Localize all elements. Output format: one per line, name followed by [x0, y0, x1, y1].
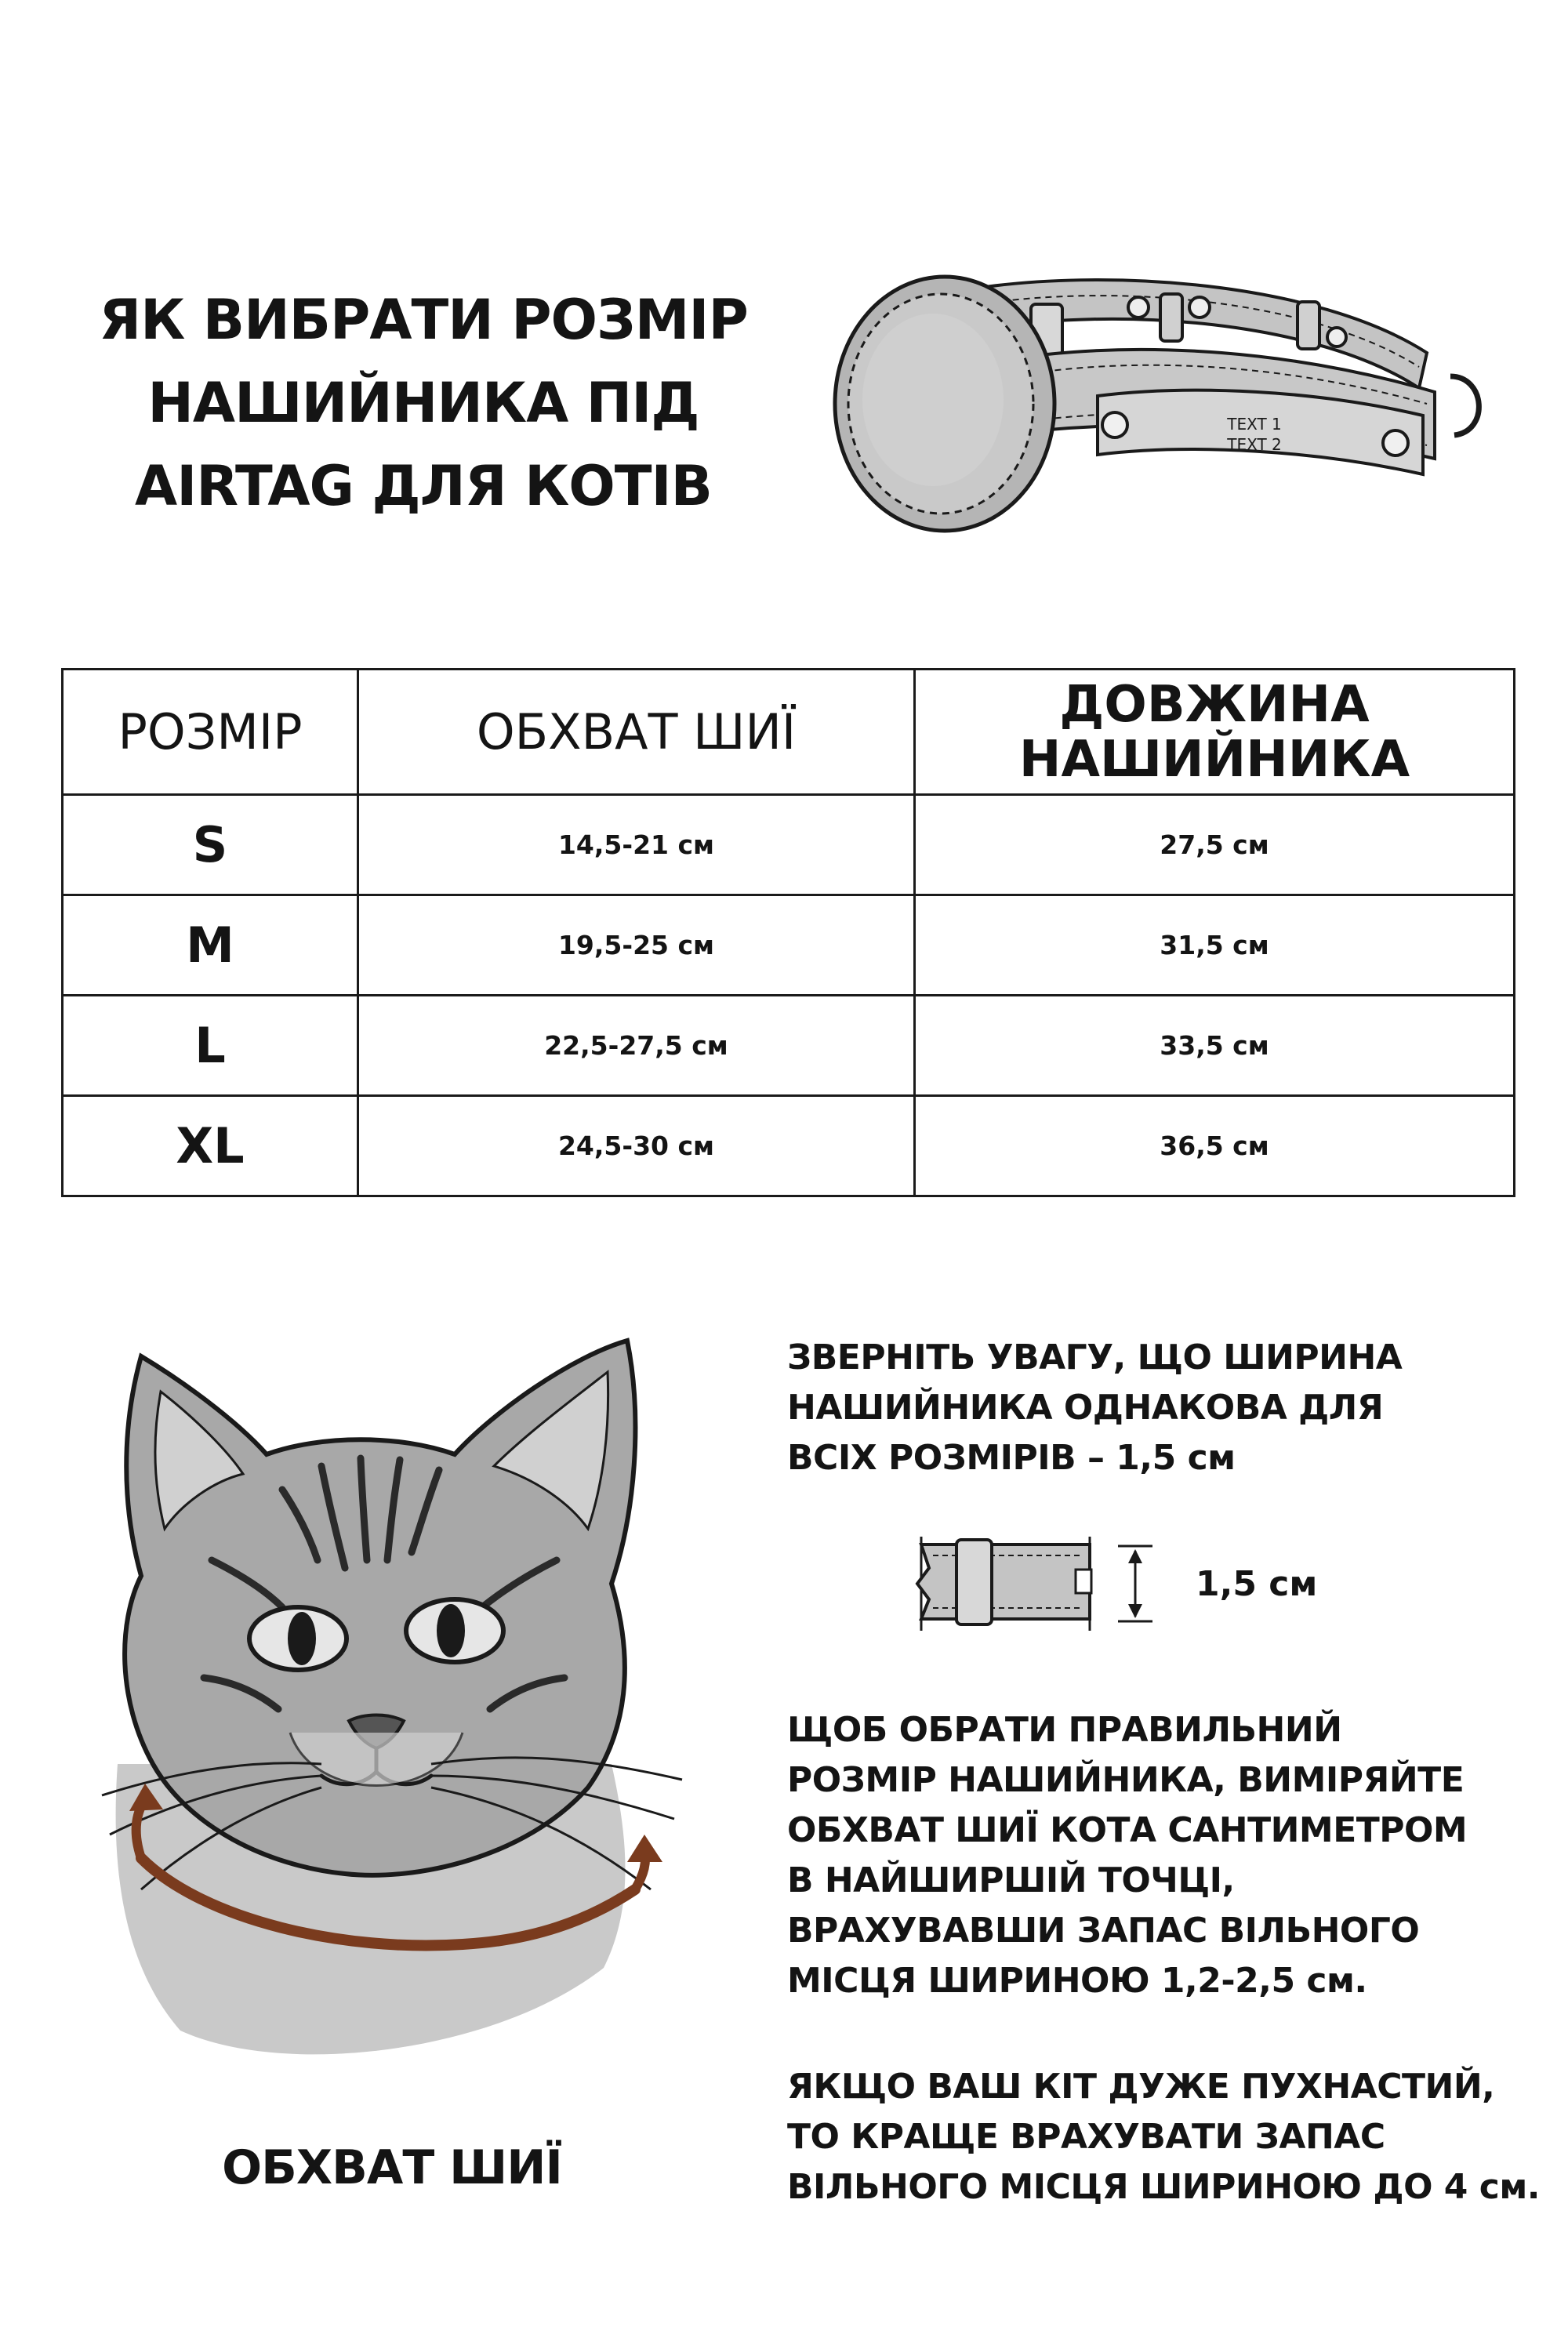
neck-cell: 24,5-30 см: [358, 1096, 915, 1196]
width-note-line: НАШИЙНИКА ОДНАКОВА ДЛЯ: [787, 1388, 1384, 1428]
size-cell: L: [63, 996, 358, 1096]
cat-head-illustration-icon: [86, 1325, 706, 2109]
collar-width-icon: [909, 1529, 1176, 1639]
title-line: НАШИЙНИКА ПІД: [147, 371, 699, 435]
neck-cell: 19,5-25 см: [358, 895, 915, 996]
table-row: [63, 795, 1515, 895]
table-row: [63, 996, 1515, 1096]
neck-cell: 14,5-21 см: [358, 795, 915, 895]
double-arrow-icon: [1118, 1546, 1152, 1621]
collar-tag-text-2: TEXT 2: [1227, 435, 1282, 454]
fluffy-note-line: ЯКЩО ВАШ КІТ ДУЖЕ ПУХНАСТИЙ,: [787, 2067, 1495, 2107]
instructions-text: [787, 1705, 1467, 2006]
header-neck: ОБХВАТ ШИЇ: [358, 670, 915, 795]
width-note-line: ЗВЕРНІТЬ УВАГУ, ЩО ШИРИНА: [787, 1338, 1403, 1377]
instructions-line: ВРАХУВАВШИ ЗАПАС ВІЛЬНОГО: [787, 1911, 1420, 1951]
width-note-line: ВСІХ РОЗМІРІВ – 1,5 см: [787, 1438, 1236, 1478]
length-cell: 33,5 см: [915, 996, 1515, 1096]
size-cell: S: [63, 795, 358, 895]
fluffy-cat-note: [787, 2062, 1540, 2212]
length-cell: 27,5 см: [915, 795, 1515, 895]
title-line: ЯК ВИБРАТИ РОЗМІР: [99, 288, 748, 352]
airtag-collar-illustration-icon: [831, 259, 1490, 557]
size-cell: XL: [63, 1096, 358, 1196]
instructions-line: ЩОБ ОБРАТИ ПРАВИЛЬНИЙ: [787, 1710, 1342, 1750]
page-title: [94, 278, 753, 528]
size-cell: M: [63, 895, 358, 996]
instructions-line: РОЗМІР НАШИЙНИКА, ВИМІРЯЙТЕ: [787, 1760, 1465, 1800]
length-cell: 31,5 см: [915, 895, 1515, 996]
header-size: РОЗМІР: [63, 670, 358, 795]
neck-cell: 22,5-27,5 см: [358, 996, 915, 1096]
collar-tag-text-1: TEXT 1: [1227, 415, 1282, 434]
header-length-line: ДОВЖИНА: [1059, 675, 1370, 734]
instructions-line: МІСЦЯ ШИРИНОЮ 1,2-2,5 см.: [787, 1961, 1367, 2001]
instructions-line: ОБХВАТ ШИЇ КОТА САНТИМЕТРОМ: [787, 1810, 1468, 1850]
neck-caption: ОБХВАТ ШИЇ: [222, 2140, 562, 2195]
length-cell: 36,5 см: [915, 1096, 1515, 1196]
title-line: AIRTAG ДЛЯ КОТІВ: [135, 454, 712, 518]
fluffy-note-line: ВІЛЬНОГО МІСЦЯ ШИРИНОЮ ДО 4 см.: [787, 2167, 1540, 2207]
fluffy-note-line: ТО КРАЩЕ ВРАХУВАТИ ЗАПАС: [787, 2117, 1385, 2157]
header-length: [915, 670, 1515, 795]
table-row: [63, 895, 1515, 996]
instructions-line: В НАЙШИРШІЙ ТОЧЦІ,: [787, 1860, 1235, 1900]
table-header-row: [63, 670, 1515, 795]
table-row: [63, 1096, 1515, 1196]
width-note: [787, 1333, 1402, 1483]
width-label: 1,5 см: [1196, 1564, 1318, 1604]
header-length-line: НАШИЙНИКА: [1018, 730, 1410, 789]
size-table: [61, 668, 1515, 1197]
